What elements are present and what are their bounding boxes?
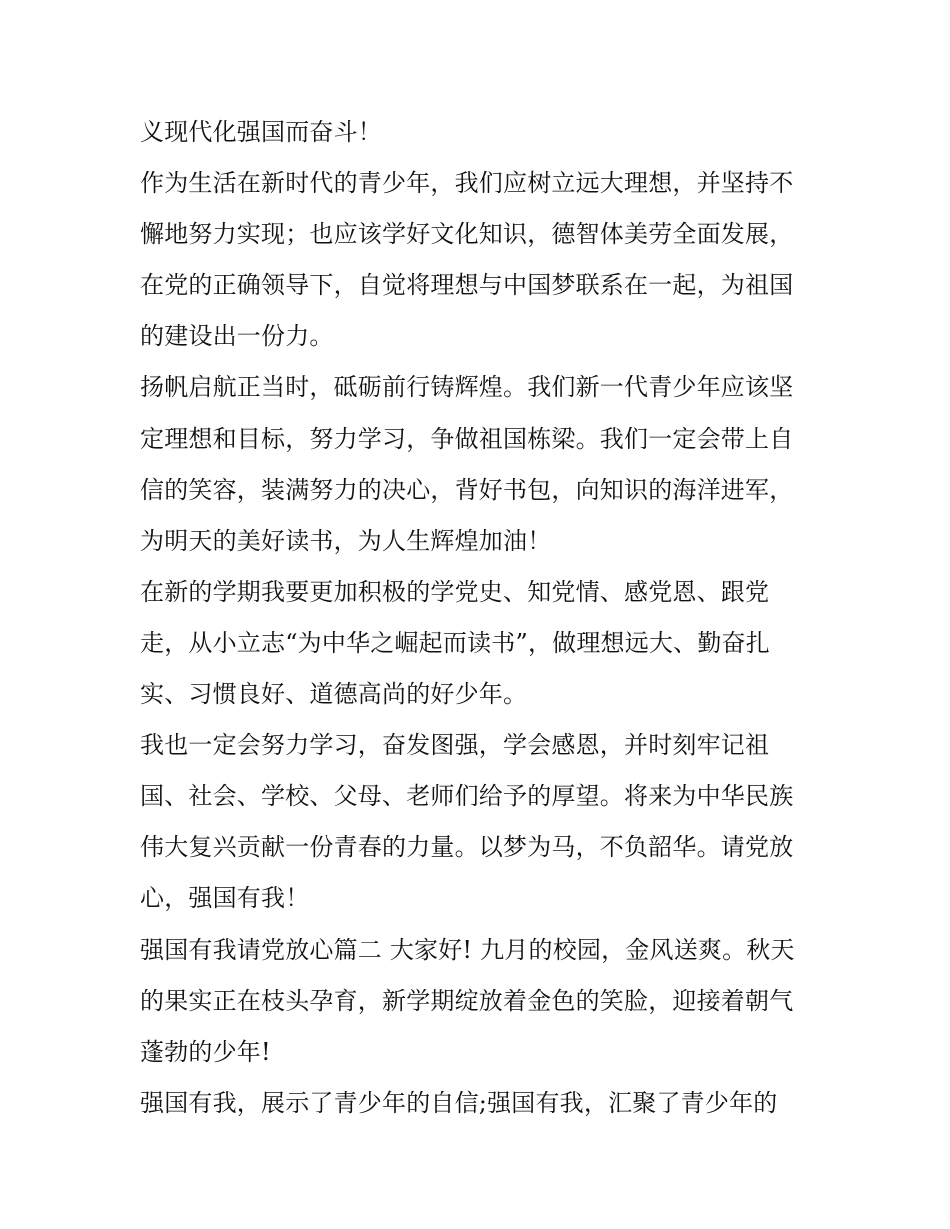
- text-line: 的果实正在枝头孕育，新学期绽放着金色的笑脸，迎接着朝气: [140, 986, 794, 1015]
- text-line: 心，强国有我！: [140, 884, 310, 913]
- text-line: 在新的学期我要更加积极的学党史、知党情、感党恩、跟党: [140, 577, 770, 606]
- text-line: 定理想和目标，努力学习，争做祖国栋梁。我们一定会带上自: [140, 424, 794, 453]
- text-line: 作为生活在新时代的青少年，我们应树立远大理想，并坚持不: [140, 169, 794, 198]
- text-line: 扬帆启航正当时，砥砺前行铸辉煌。我们新一代青少年应该坚: [140, 373, 794, 402]
- text-line: 的建设出一份力。: [140, 322, 334, 351]
- text-line: 懈地努力实现；也应该学好文化知识，德智体美劳全面发展，: [140, 220, 794, 249]
- text-line: 国、社会、学校、父母、老师们给予的厚望。将来为中华民族: [140, 782, 794, 811]
- text-line: 信的笑容，装满努力的决心，背好书包，向知识的海洋进军，: [140, 475, 794, 504]
- text-line: 蓬勃的少年!: [140, 1037, 271, 1066]
- text-line: 伟大复兴贡献一份青春的力量。以梦为马，不负韶华。请党放: [140, 833, 794, 862]
- text-line: 在党的正确领导下，自觉将理想与中国梦联系在一起，为祖国: [140, 271, 794, 300]
- text-line: 强国有我请党放心篇二 大家好! 九月的校园，金风送爽。秋天: [140, 935, 795, 964]
- text-line: 走，从小立志“为中华之崛起而读书”，做理想远大、勤奋扎: [140, 628, 770, 657]
- text-line: 强国有我，展示了青少年的自信;强国有我，汇聚了青少年的: [140, 1088, 778, 1117]
- document-body: [140, 107, 820, 1129]
- text-line: 义现代化强国而奋斗！: [140, 118, 382, 146]
- text-line: 实、习惯良好、道德高尚的好少年。: [140, 680, 528, 709]
- text-line: 为明天的美好读书，为人生辉煌加油！: [140, 526, 552, 555]
- text-line: 我也一定会努力学习，奋发图强，学会感恩，并时刻牢记祖: [140, 731, 770, 760]
